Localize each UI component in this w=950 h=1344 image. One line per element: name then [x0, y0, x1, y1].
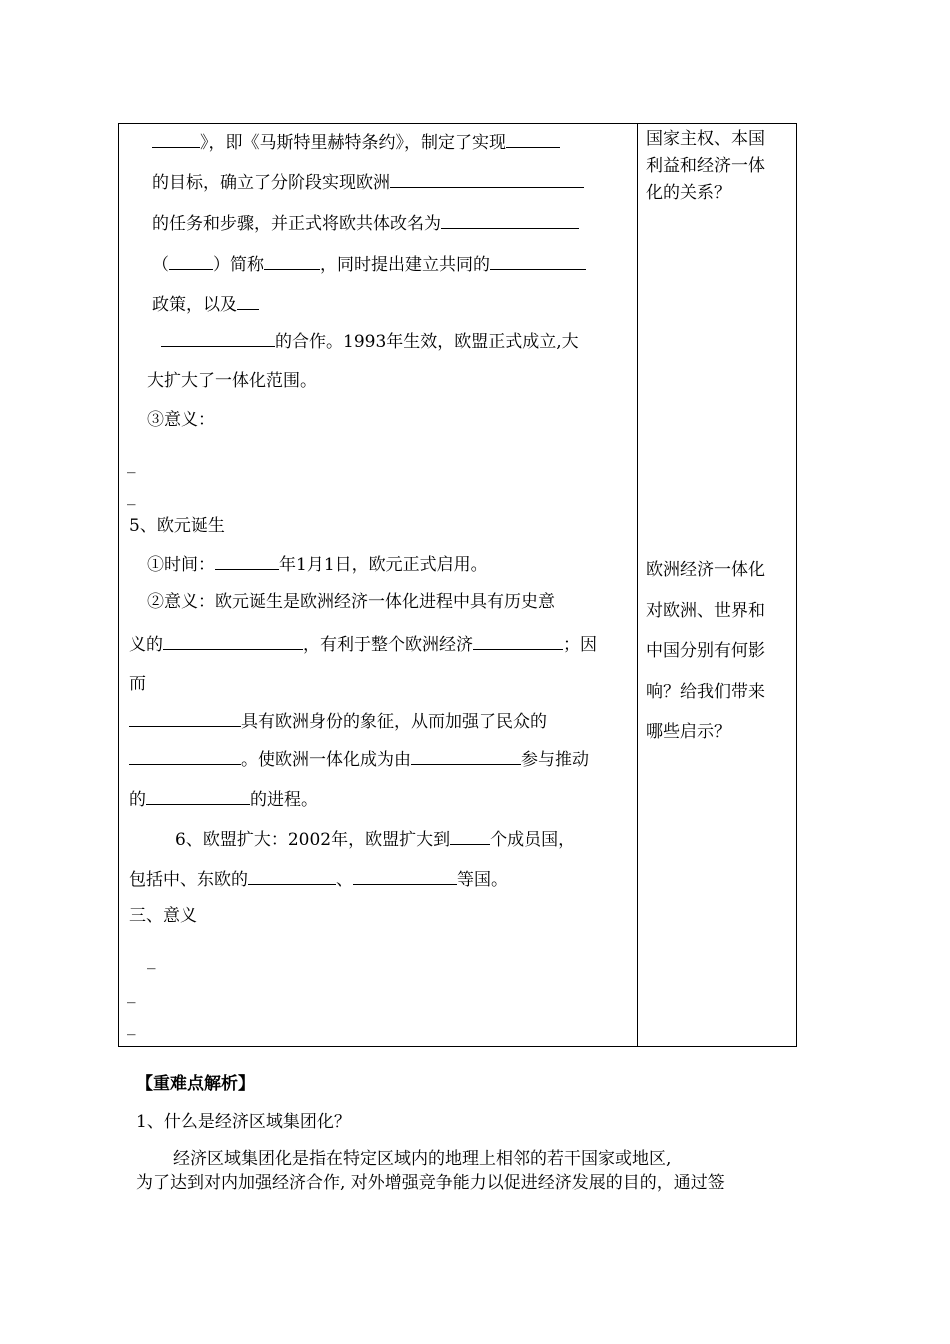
- blank: [353, 869, 457, 885]
- blank: [237, 294, 259, 310]
- blank: [169, 254, 213, 270]
- table-line: _: [147, 950, 156, 970]
- analysis-paragraph-line: 为了达到对内加强经济合作, 对外增强竞争能力以促进经济发展的目的，通过签: [136, 1173, 725, 1193]
- table-line: 具有欧洲身份的象征，从而加强了民众的: [129, 711, 547, 732]
- table-line: 而: [129, 674, 146, 694]
- table-line: 的 的进程。: [129, 790, 318, 810]
- blank: [215, 554, 279, 570]
- table-line: 5、欧元诞生: [129, 516, 225, 536]
- blank: [441, 213, 579, 229]
- right-note-top: 国家主权、本国 利益和经济一体 化的关系？: [646, 129, 765, 203]
- blank: [129, 749, 241, 765]
- table-line: 大扩大了一体化范围。: [147, 371, 317, 391]
- table-line: 包括中、东欧的 、 等国。: [129, 870, 508, 890]
- table-line: 的合作。1993年生效，欧盟正式成立,大: [161, 331, 579, 352]
- table-line: 的任务和步骤，并正式将欧共体改名为: [152, 213, 579, 234]
- table-line: _: [127, 984, 136, 1004]
- table-line: ③意义：: [147, 410, 215, 430]
- blank: [450, 829, 490, 845]
- analysis-question: 1、什么是经济区域集团化？: [136, 1112, 351, 1132]
- analysis-heading: 【重难点解析】: [136, 1074, 255, 1094]
- blank: [163, 634, 303, 650]
- blank: [146, 789, 250, 805]
- study-table: [118, 123, 797, 1047]
- table-line: 政策，以及: [152, 294, 259, 315]
- table-line: 6、欧盟扩大：2002年，欧盟扩大到 个成员国，: [175, 830, 576, 850]
- blank: [506, 132, 560, 148]
- blank: [490, 254, 586, 270]
- right-note-mid: 欧洲经济一体化 对欧洲、世界和 中国分别有何影 响？给我们带来 哪些启示？: [646, 560, 765, 742]
- table-line: _: [127, 486, 136, 506]
- blank: [161, 331, 275, 347]
- table-line: ①时间： 年1月1日，欧元正式启用。: [147, 555, 488, 575]
- table-line: 》，即《马斯特里赫特条约》，制定了实现: [152, 132, 560, 153]
- table-line: _: [127, 454, 136, 474]
- blank: [129, 711, 241, 727]
- blank: [411, 749, 521, 765]
- table-line: _: [127, 1016, 136, 1036]
- blank: [390, 172, 584, 188]
- analysis-paragraph-line: 经济区域集团化是指在特定区域内的地理上相邻的若干国家或地区,: [173, 1149, 672, 1169]
- table-line: 的目标，确立了分阶段实现欧洲: [152, 172, 584, 193]
- blank: [473, 634, 563, 650]
- blank: [264, 254, 320, 270]
- blank: [152, 132, 200, 148]
- table-line: 。使欧洲一体化成为由 参与推动: [129, 749, 589, 770]
- table-line: 义的 ，有利于整个欧洲经济 ；因: [129, 635, 597, 655]
- blank: [248, 869, 336, 885]
- column-divider: [637, 124, 638, 1046]
- table-line: （ ）简称 ，同时提出建立共同的: [152, 254, 586, 275]
- table-line: ②意义：欧元诞生是欧洲经济一体化进程中具有历史意: [147, 592, 555, 612]
- table-line: 三、意义: [129, 906, 197, 926]
